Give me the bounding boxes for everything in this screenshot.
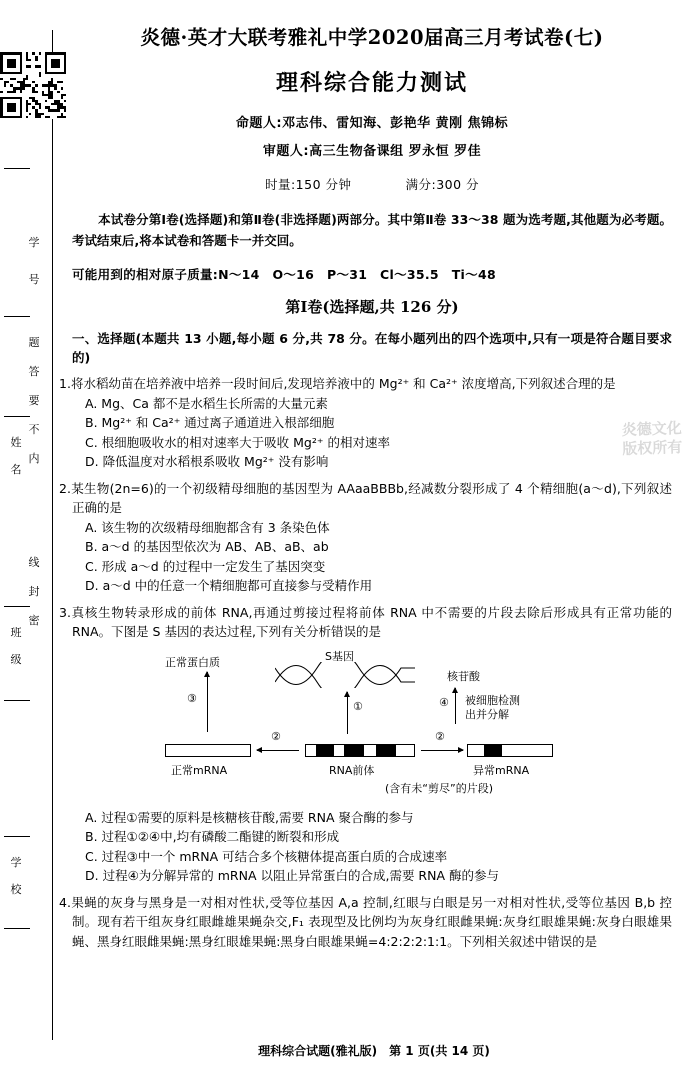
figure-detected-label-2: 出并分解 [465,707,509,721]
exam-notice [72,209,672,251]
reviewers-label: 审题人: [262,144,310,159]
rna-segment [316,745,334,756]
seal-divider [4,700,30,701]
question-3 [59,603,672,642]
normal-mrna-bar [165,744,251,757]
figure-step-3: ③ [187,691,197,705]
footer-page-number: 第 1 页(共 14 页) [389,1044,490,1058]
question-2-option-a: A. 该生物的次级精母细胞都含有 3 条染色体 [85,519,330,535]
seal-divider [4,416,30,417]
question-4-number: 4. [59,894,71,910]
arrow-step-1 [347,692,348,734]
question-3-stem: 真核生物转录形成的前体 RNA,再通过剪接过程将前体 RNA 中不需要的片段去除后形成具有正常功能的 RNA。下图是 S 基因的表达过程,下列有关分析错误的是 [70,604,672,639]
rna-segment [484,745,502,756]
page-title: 炎德·英才大联考雅礼中学2020届高三月考试卷(七) [140,26,604,49]
seal-divider [4,606,30,607]
question-4-stem: 果蝇的灰身与黑身是一对相对性状,受等位基因 A,a 控制,红眼与白眼是另一对相对性状,受等位基因 B,b 控制。现有若干组灰身红眼雌雄果蝇杂交,F₁ 表现型及比例均为灰身红眼雌果蝇:灰身红眼雄果蝇:灰身白眼雄果蝇、黑身红眼雌果蝇:黑身红眼雄果蝇:黑身白眼雄果蝇=4:2:2:2:1:1。下列相关叙述中错误的是 [70,894,672,949]
figure-abnormal-note: (含有未“剪尽”的片段) [385,781,493,795]
question-2 [59,479,672,518]
question-4 [59,893,672,952]
question-2-number: 2. [59,480,71,496]
seal-text-da-ti: 题 答 要 不 内 [28,336,40,465]
subject-title: 理科综合能力测试 [275,70,468,96]
exam-notice-text: 本试卷分第Ⅰ卷(选择题)和第Ⅱ卷(非选择题)两部分。其中第Ⅱ卷 33～38 题为选考题,其他题为必考题。考试结束后,将本试卷和答题卡一并交回。 [72,212,672,248]
question-3-option-c: C. 过程③中一个 mRNA 可结合多个核糖体提高蛋白质的合成速率 [85,848,448,864]
time-label: 时量:150 分钟 [264,177,352,192]
score-label: 满分:300 分 [405,177,480,192]
question-1 [59,374,672,394]
arrow-step-4 [455,688,456,724]
figure-step-2-right: ② [435,729,445,743]
question-1-number: 1. [59,376,71,391]
question-1-stem: 将水稻幼苗在培养液中培养一段时间后,发现培养液中的 Mg²⁺ 和 Ca²⁺ 浓度增高,下列叙述合理的是 [70,376,616,391]
seal-divider [4,928,30,929]
seal-divider [4,168,30,169]
dna-helix-icon [275,662,415,688]
proposers-line [72,112,672,131]
seal-divider [4,316,30,317]
seal-divider [4,836,30,837]
seal-text-xingming: 姓 名 [10,436,22,476]
figure-step-1: ① [353,699,363,713]
sealing-strip [0,0,58,1071]
arrow-precursor-to-abnormal [421,750,463,751]
proposers-names: 邓志伟、雷知海、彭艳华 黄刚 焦锦标 [282,116,509,131]
question-1-option-c: C. 根细胞吸收水的相对速率大于吸收 Mg²⁺ 的相对速率 [85,434,390,450]
figure-step-4: ④ [439,695,449,709]
page-footer [62,1042,686,1059]
arrow-precursor-to-normal [257,750,299,751]
reviewers-names: 高三生物备课组 罗永恒 罗佳 [309,144,482,159]
figure-rna-precursor-label: RNA前体 [329,763,375,777]
question-1-option-d: D. 降低温度对水稻根系吸收 Mg²⁺ 没有影响 [85,454,329,469]
paper-content [59,0,686,1071]
question-3-option-b: B. 过程①②④中,均有磷酸二酯键的断裂和形成 [85,829,340,844]
gene-expression-diagram [157,648,587,808]
figure-step-2-left: ② [271,729,281,743]
question-3-option-d: D. 过程④为分解异常的 mRNA 以阻止异常蛋白的合成,需要 RNA 酶的参与 [85,868,499,883]
watermark-line-2: 版权所有 [622,437,683,459]
figure-nucleic-acid-label: 核苷酸 [447,669,480,683]
question-3-number: 3. [59,604,71,620]
proposers-label: 命题人: [235,116,283,131]
seal-text-banji: 班 级 [10,626,22,666]
figure-normal-protein-label: 正常蛋白质 [165,655,220,669]
seal-vertical-line [52,30,53,1040]
question-2-option-d: D. a～d 中的任意一个精细胞都可直接参与受精作用 [85,578,373,593]
question-2-option-b: B. a～d 的基因型依次为 AB、AB、aB、ab [85,539,329,554]
section-juan-one: 第Ⅰ卷(选择题,共 126 分) [285,298,459,316]
figure-detected-label-1: 被细胞检测 [465,693,520,707]
figure-gene-label: S基因 [325,649,354,663]
watermark-line-1: 炎德文化 [621,418,682,440]
question-1-option-b: B. Mg²⁺ 和 Ca²⁺ 通过离子通道进入根部细胞 [85,415,335,430]
abnormal-mrna-bar [467,744,553,757]
atomic-masses: 可能用到的相对原子质量:N～14 O～16 P～31 Cl～35.5 Ti～48 [72,267,496,282]
rna-segment [344,745,364,756]
question-1-option-a: A. Mg、Ca 都不是水稻生长所需的大量元素 [85,395,328,411]
rna-precursor-bar [305,744,415,757]
seal-text-xian-feng-mi: 线 封 密 [28,556,40,627]
choice-section-heading: 一、选择题(本题共 13 小题,每小题 6 分,共 78 分。在每小题列出的四个选项中,只有一项是符合题目要求的) [72,331,672,365]
figure-normal-mrna-label: 正常mRNA [171,763,228,777]
footer-subject: 理科综合试题(雅礼版) [258,1044,378,1058]
question-3-option-a: A. 过程①需要的原料是核糖核苷酸,需要 RNA 聚合酶的参与 [85,809,414,825]
qr-code [0,52,66,118]
arrow-step-3 [207,672,208,732]
rna-segment [376,745,396,756]
seal-text-xuexiao: 学 校 [10,856,22,896]
figure-abnormal-mrna-label: 异常mRNA [473,763,530,777]
question-2-stem: 某生物(2n=6)的一个初级精母细胞的基因型为 AAaaBBBb,经减数分裂形成了 4 个精细胞(a～d),下列叙述正确的是 [70,480,672,515]
reviewers-line [72,140,672,159]
time-score-line [72,175,672,193]
seal-text-xuehao: 学 号 [28,236,40,286]
question-2-option-c: C. 形成 a～d 的过程中一定发生了基因突变 [85,558,326,574]
